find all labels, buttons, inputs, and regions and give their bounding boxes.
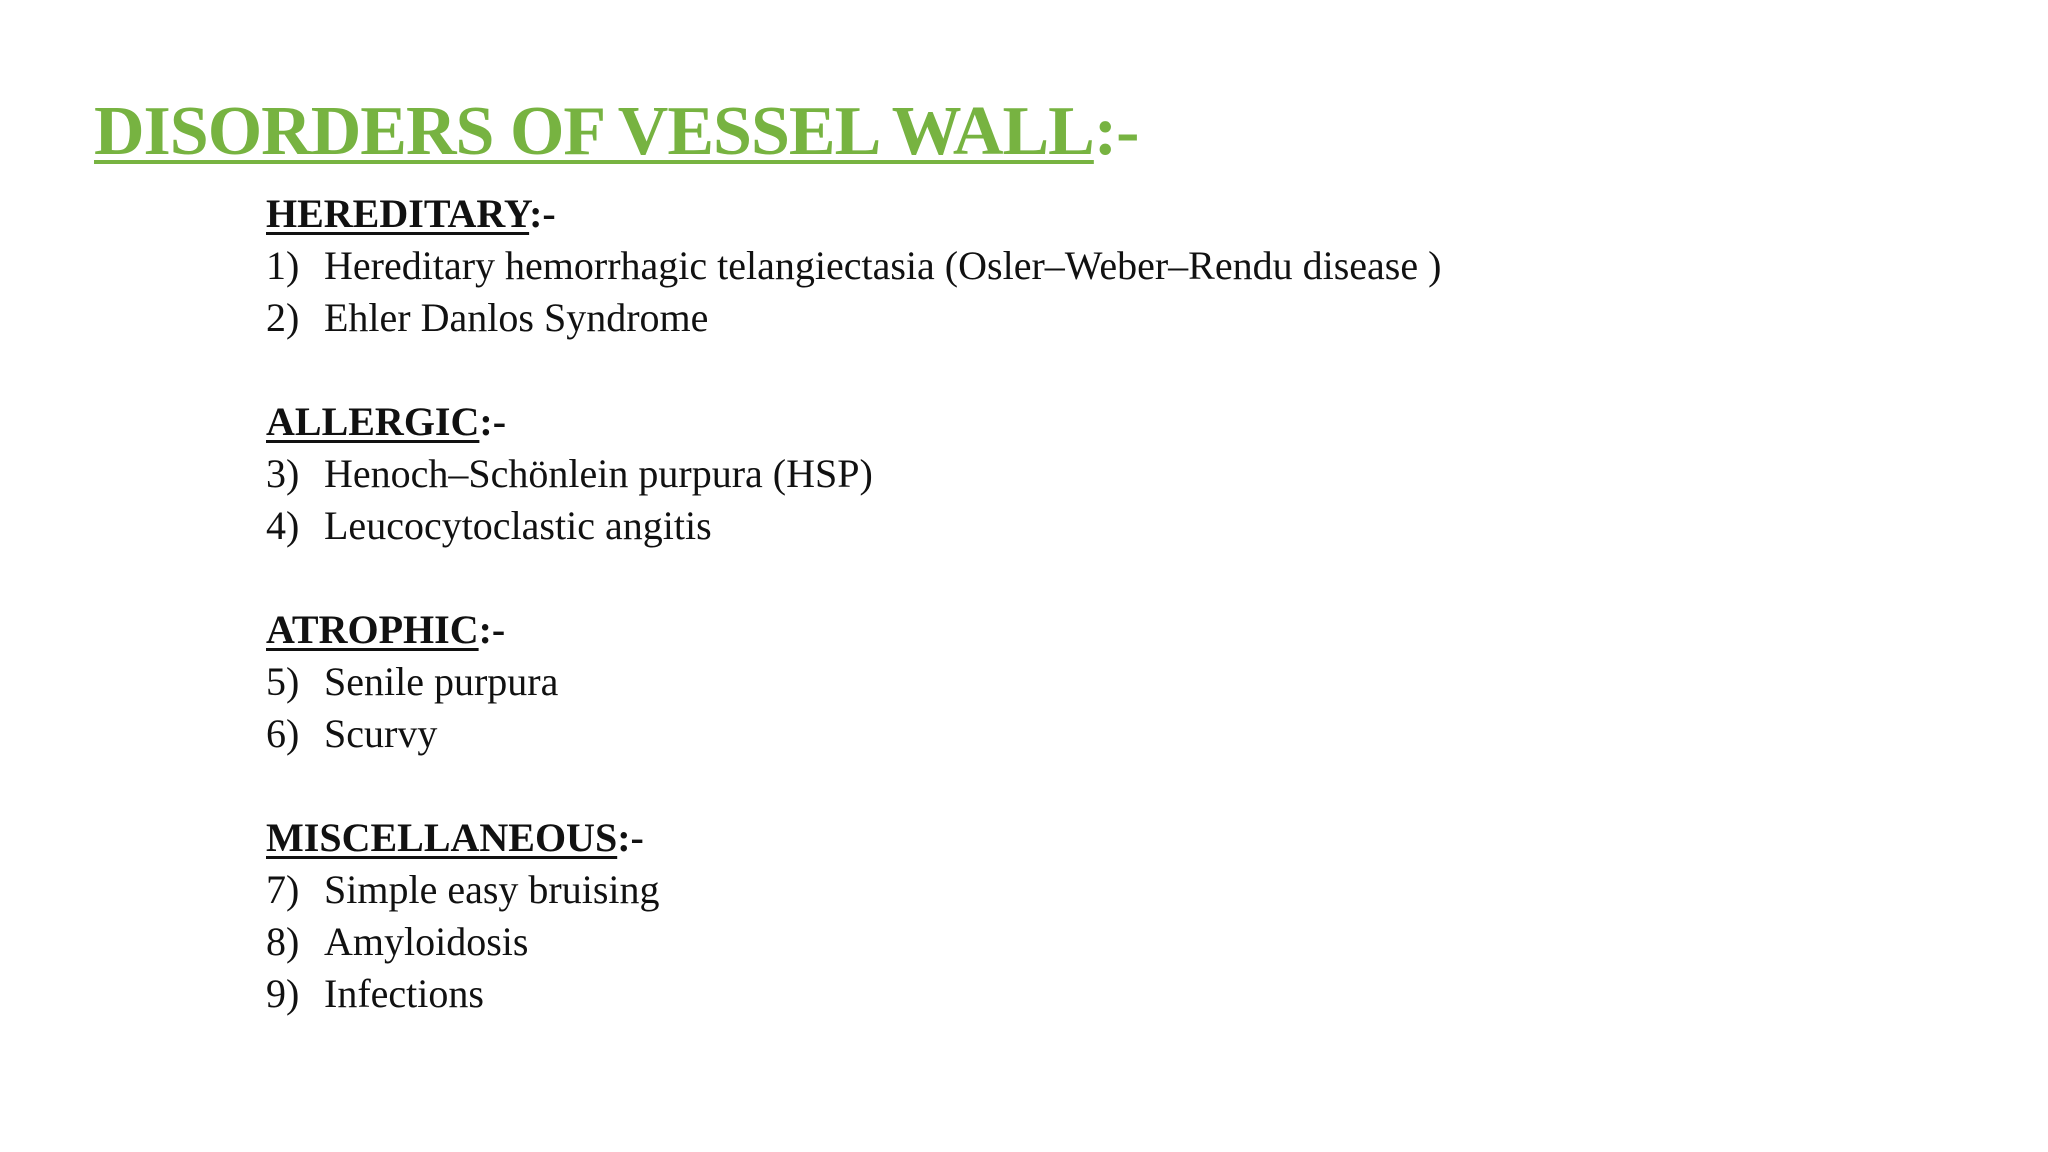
section-heading-text: ALLERGIC [266, 399, 480, 444]
list-item-number: 7) [266, 867, 300, 912]
slide-title [94, 92, 1138, 172]
section-heading-text: ATROPHIC [266, 607, 479, 652]
section-atrophic [266, 604, 1966, 760]
slide-title-suffix: :- [1093, 93, 1139, 170]
section-heading-suffix: :- [617, 815, 644, 860]
list-item [266, 864, 1966, 916]
section-heading-suffix: :- [478, 607, 506, 652]
section-heading [266, 396, 1966, 448]
list-item-number: 9) [266, 971, 300, 1016]
list-item-text: Henoch–Schönlein purpura (HSP) [324, 451, 873, 496]
list-item-number: 1) [266, 243, 300, 288]
list-item-text: Infections [324, 971, 484, 1016]
list-item [266, 448, 1966, 500]
list-item-number: 5) [266, 659, 300, 704]
section-heading-text: MISCELLANEOUS [266, 815, 618, 860]
list-item [266, 968, 1966, 1020]
section-heading [266, 188, 1966, 240]
list-item-number: 2) [266, 295, 300, 340]
list-item [266, 656, 1966, 708]
section-miscellaneous [266, 812, 1966, 1020]
list-item [266, 500, 1966, 552]
list-item [266, 708, 1966, 760]
section-hereditary [266, 188, 1966, 344]
list-item-number: 3) [266, 451, 300, 496]
section-heading [266, 604, 1966, 656]
list-item-text: Hereditary hemorrhagic telangiectasia (Osler–Weber–Rendu disease ) [324, 243, 1442, 288]
section-allergic [266, 396, 1966, 552]
list-item-number: 4) [266, 503, 300, 548]
list-item-text: Scurvy [324, 711, 438, 756]
list-item-text: Leucocytoclastic angitis [324, 503, 712, 548]
list-item [266, 240, 1966, 292]
list-item-number: 8) [266, 919, 300, 964]
list-item-number: 6) [266, 711, 300, 756]
section-heading-suffix: :- [529, 191, 556, 236]
list-item-text: Simple easy bruising [324, 867, 660, 912]
list-item-text: Ehler Danlos Syndrome [324, 295, 709, 340]
list-item [266, 916, 1966, 968]
list-item [266, 292, 1966, 344]
list-item-text: Amyloidosis [324, 919, 529, 964]
content-list [266, 188, 1966, 1072]
list-item-text: Senile purpura [324, 659, 559, 704]
section-heading [266, 812, 1966, 864]
section-heading-text: HEREDITARY [266, 191, 530, 236]
slide-title-text: DISORDERS OF VESSEL WALL [94, 93, 1094, 170]
section-heading-suffix: :- [479, 399, 507, 444]
